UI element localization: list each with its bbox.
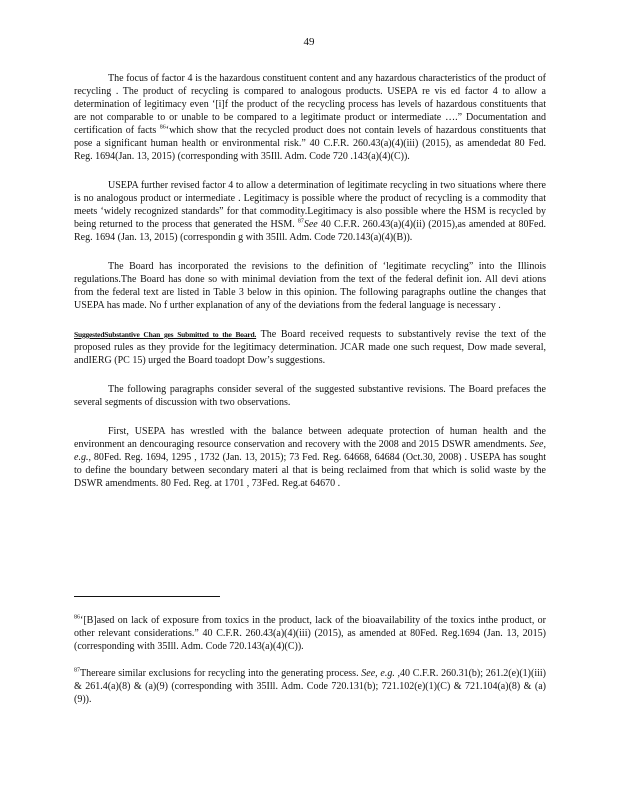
footnote-number: 86 xyxy=(74,614,80,621)
footnote-86 xyxy=(74,614,546,653)
paragraph-text: ‘which show that the recycled product does not contain levels of hazardous constituents that pose a significant human health or environmental risk.” 40 C.F.R. 260.43(a)(4)(iii) (2015), as amendedat 80 Fed. Reg. 1694(Jan. 13, 2015) (corresponding with 35Ill. Adm. Code 720 .143(a)(4)(C)). xyxy=(74,125,546,162)
footnote-number: 87 xyxy=(74,667,80,674)
footnote-ref-87: 87 xyxy=(297,218,304,225)
paragraph-text: 80Fed. Reg. 1694, 1295 , 1732 (Jan. 13, 2015); 73 Fed. Reg. 64668, 64684 (Oct.30, 2008) . USEPA has sought to define the boundary between secondary materi al that is being reclaimed from that which is solid waste by the DSWR amendments. 80 Fed. Reg. at 1701 , 73Fed. Reg.at 64670 . xyxy=(74,452,546,489)
citation-signal: See xyxy=(303,219,318,230)
paragraph-first-observation xyxy=(74,425,546,490)
paragraph-suggested-changes xyxy=(74,328,546,367)
citation-signal: See, e.g. xyxy=(361,668,395,679)
footnote-text: Thereare similar exclusions for recycling into the generating process. xyxy=(80,668,362,679)
footnote-text: ‘[B]ased on lack of exposure from toxics in the product, lack of the bioavailability of the toxics inthe product, or other relevant considerations.” 40 C.F.R. 260.43(a)(4)(iii) (2015), as amended at 80Fed. Reg.1694 (Jan. 13, 2015) (corresponding with 35Ill. Adm. Code 720.143(a)(4)(C)). xyxy=(74,615,546,652)
body-text xyxy=(74,72,546,506)
paragraph-text: The focus of factor 4 is the hazardous constituent content and any hazardous characteristics of the product of recycling . The product of recycling is compared to analogous products. USEPA re vis ed factor 4 to allow a determination of legitimacy even ‘[i]f the product of the recycling process has levels of hazardous constituents that are not comparable to or unable to be compared to a legitimate product or intermediate ….” Documentation and certification of facts xyxy=(74,73,546,136)
page-number: 49 xyxy=(303,36,315,48)
paragraph-text: The Board received requests to substantively revise the text of the proposed rules as they provide for the legitimacy determination. JCAR made one such request, Dow made several, andIERG (PC 15) urged the Board toadopt Dow’s suggestions. xyxy=(74,329,546,366)
section-heading: SuggestedSubstantive Chan ges Submitted to the Board. xyxy=(74,330,257,339)
citation-signal: See, e.g., xyxy=(74,439,546,463)
paragraph-text: First, USEPA has wrestled with the balance between adequate protection of human health and the environment an dencouraging resource conservation and recovery with the 2008 and 2015 DSWR amendments. xyxy=(74,426,546,450)
paragraph-text: 40 C.F.R. 260.43(a)(4)(ii) (2015),as amended at 80Fed. Reg. 1694 (Jan. 13, 2015) (correspondin g with 35Ill. Adm. Code 720.143(a)(4)(B)). xyxy=(74,219,546,243)
footnote-text: ,40 C.F.R. 260.31(b); 261.2(e)(1)(iii) & 261.4(a)(8) & (a)(9) (corresponding with 35Ill. Adm. Code 720.131(b); 721.102(e)(1)(C) & 721.104(a)(8) & (a)(9)). xyxy=(74,668,547,705)
paragraph-prefaces: The following paragraphs consider several of the suggested substantive revisions. The Board prefaces the several segments of discussion with two observations. xyxy=(74,384,546,408)
paragraph-board-incorporation: The Board has incorporated the revisions to the definition of ‘legitimate recycling” into the Illinois regulations.The Board has done so with minimal deviation from the text of the federal definit ion. All devi ations from the federal text are listed in Table 3 below in this opinion. The following paragraphs outline the changes that USEPA has made. No f urther explanation of any of the deviations from the federal language is necessary . xyxy=(74,261,546,311)
footnote-87 xyxy=(74,667,546,706)
paragraph-factor4-focus xyxy=(74,72,546,163)
paragraph-factor4-revision xyxy=(74,179,546,244)
footnote-separator xyxy=(74,596,220,597)
paragraph-text: USEPA further revised factor 4 to allow a determination of legitimate recycling in two situations where there is no analogous product or intermediate . Legitimacy is possible where the product of recycling is a commodity that meets ‘widely recognized standards” for that commodity.Legitimacy is also possible where the HSM is recycled by being returned to the process that generated the HSM. xyxy=(74,180,546,230)
footnotes xyxy=(74,614,546,720)
footnote-ref-86: 86 xyxy=(159,124,166,131)
